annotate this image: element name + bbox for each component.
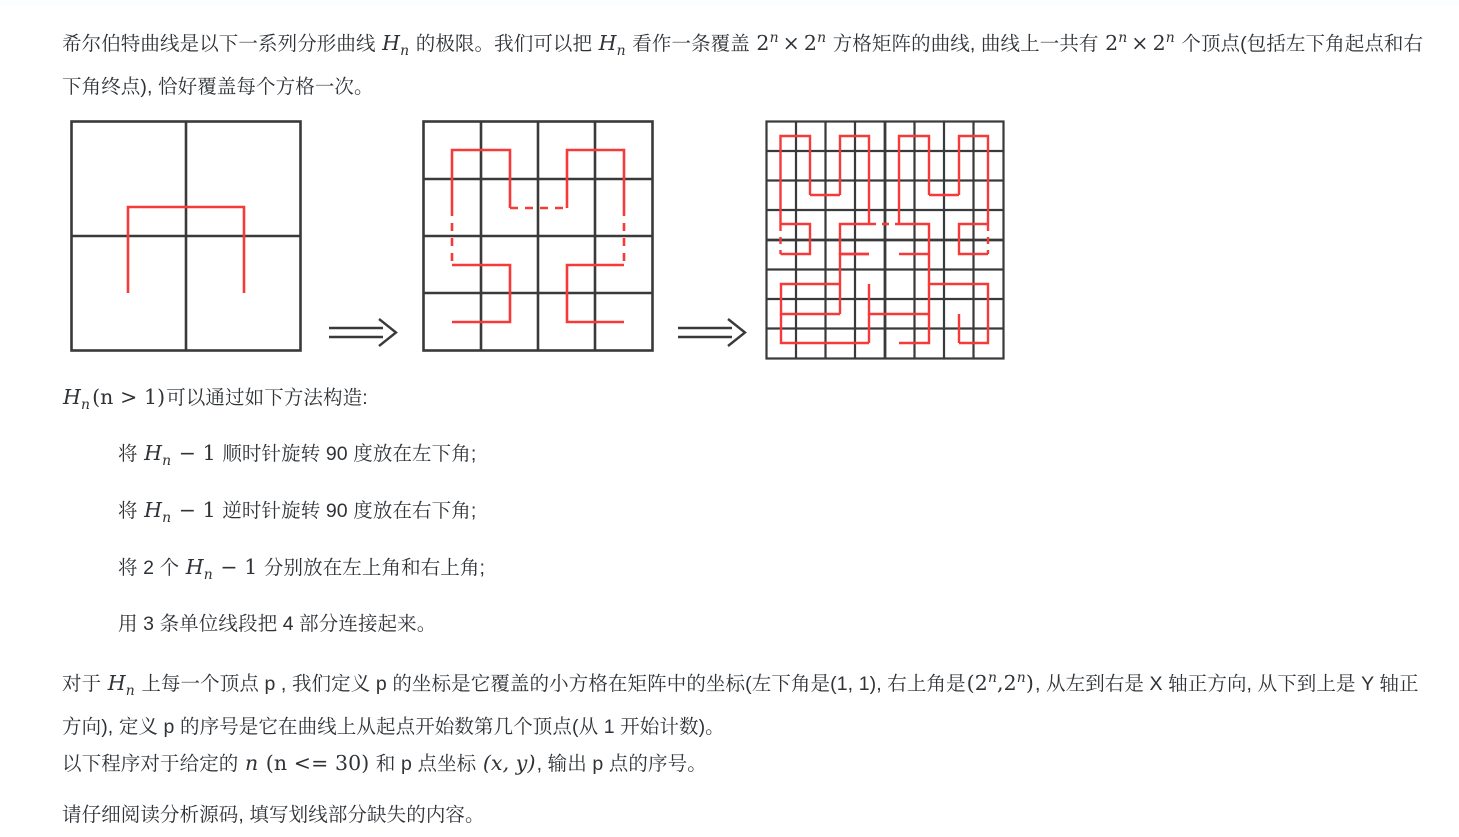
prog-coords: (x, y) [482,751,536,775]
step1-prefix: 将 [118,443,138,465]
intro-paragraph [62,20,1434,105]
constr-cond: (n > 1) [92,385,166,409]
def-seg3: , 从左到右是 X 轴正方向, 从下到上是 Y 轴正方向), 定义 p 的序号是它在曲线上从起点开始数第几个顶点(从 1 开始计数)。 [62,672,1419,738]
construction-heading [62,379,1062,423]
step3-prefix: 将 2 个 [118,557,180,579]
def-seg2: 上每一个顶点 p , 我们定义 p 的坐标是它覆盖的小方格在矩阵中的坐标(左下角是(1, 1), 右上角是 [141,672,966,695]
construction-step-1 [118,435,1118,479]
figure-h1 [70,120,302,357]
intro-pow-a2: 2$^n$ [803,30,827,55]
prog-seg3: , 输出 p 点的序号。 [536,753,707,775]
intro-seg4: 方格矩阵的曲线, 曲线上一共有 [832,32,1099,55]
read-instruction-paragraph: 请仔细阅读分析源码, 填写划线部分缺失的内容。 [62,804,485,826]
intro-pow-b1: 2$^n$ [1105,30,1128,55]
definition-paragraph [62,660,1434,745]
step2-prefix: 将 [118,500,138,522]
def-seg1: 对于 [62,672,102,695]
step1-math: $H_n$ [144,441,172,470]
hilbert-figure-row [0,108,1459,363]
prog-var-n: n [244,751,259,775]
prog-cond: (n <= 30) [265,751,370,775]
intro-hn-2: $H_n$ [598,30,626,59]
figure-h2 [422,120,654,357]
program-paragraph [62,745,1434,782]
step1-minus: − 1 [178,441,216,465]
intro-pow-b2: 2$^n$ [1152,30,1175,55]
step3-math: $H_n$ [185,555,213,584]
construction-step-3 [118,549,1118,593]
step3-minus: − 1 [220,555,258,579]
construction-step-2 [118,492,1118,536]
intro-times-1: × [782,30,800,55]
step4-suffix: 用 3 条单位线段把 4 部分连接起来。 [118,613,437,635]
arrow-h2-to-h3 [676,316,752,350]
intro-times-2: × [1131,30,1149,55]
intro-seg2: 的极限。我们可以把 [415,32,593,55]
intro-pow-a1: 2$^n$ [756,30,779,55]
prog-seg2: 和 p 点坐标 [375,753,477,775]
prog-seg1: 以下程序对于给定的 [62,753,239,775]
constr-text: 可以通过如下方法构造: [166,387,368,409]
intro-seg5: 个顶点(包括左下角起点和右下角终点), 恰好覆盖每个方格一次。 [62,32,1424,98]
intro-hn-1: $H_n$ [382,30,410,59]
intro-seg3: 看作一条覆盖 [632,32,750,55]
step2-math: $H_n$ [144,498,172,527]
constr-hn: $H_n$ [63,385,91,414]
top-band [0,0,1459,6]
figure-h3 [765,120,1005,365]
step2-minus: − 1 [178,498,216,522]
intro-seg1: 希尔伯特曲线是以下一系列分形曲线 [62,32,376,55]
def-corner: (2$^n$,2$^n$) [966,670,1034,695]
arrow-h1-to-h2 [327,316,403,350]
step2-suffix: 逆时针旋转 90 度放在右下角; [222,500,477,522]
def-hn: $H_n$ [107,670,135,699]
step3-suffix: 分别放在左上角和右上角; [263,557,486,579]
construction-step-4 [118,606,1118,642]
step1-suffix: 顺时针旋转 90 度放在左下角; [222,443,477,465]
